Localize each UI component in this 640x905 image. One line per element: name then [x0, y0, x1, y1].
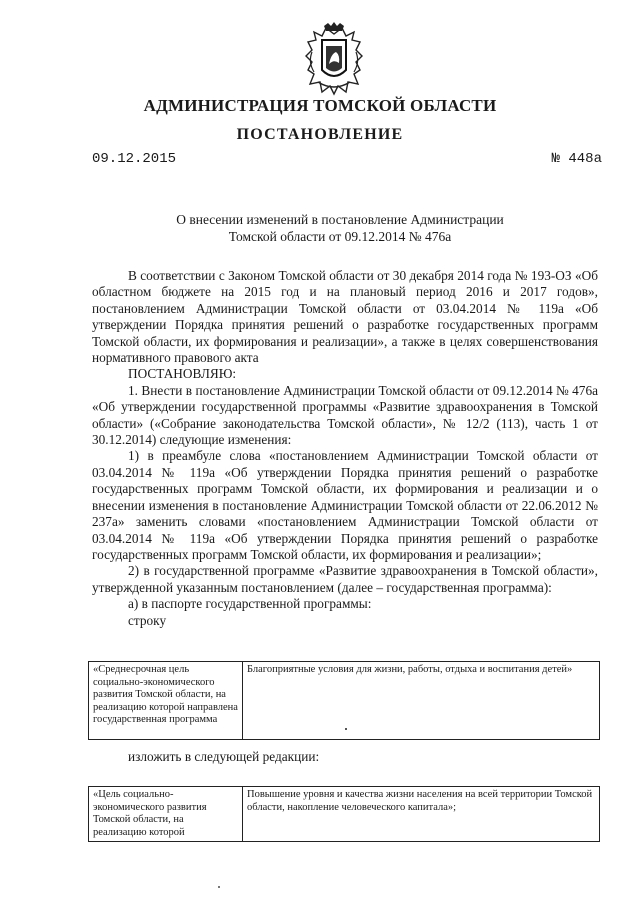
preamble-paragraph: В соответствии с Законом Томской области от 30 декабря 2014 года № 193-ОЗ «Об областном бюджете на 2015 год и на плановый период 2016 и 2017 годов», постановлением Администрации Томской области от 03.04.2014 № 119а «Об утверждении Порядка принятия решений о разработке государственных программ Томской области, их формирования и реализации», а также в целях совершенствования нормативного правового акта [92, 268, 598, 366]
new-row-table [88, 786, 600, 842]
tomsk-coat-of-arms-icon [298, 22, 370, 106]
item-1-paragraph: 1. Внести в постановление Администрации Томской области от 09.12.2014 № 476а «Об утверждении государственной программы «Развитие здравоохранения в Томской области» («Собрание законодательства Томской области», № 12/2 (113), часть 1 от 30.12.2014) следующие изменения: [92, 382, 598, 448]
resolve-word: ПОСТАНОВЛЯЮ: [128, 366, 237, 382]
redaction-phrase: изложить в следующей редакции: [128, 749, 320, 764]
new-row-value-cell: Повышение уровня и качества жизни населения на всей территории Томской области, накопление человеческого капитала»; [243, 787, 600, 842]
document-type: ПОСТАНОВЛЕНИЕ [236, 126, 404, 143]
table-row [89, 787, 600, 842]
item-1-1-paragraph: 1) в преамбуле слова «постановлением Администрации Томской области от 03.04.2014 № 119а «Об утверждении Порядка принятия решений о разработке государственных программ Томской области, их формирования и реализации и о внесении изменения в постановление Администрации Томской области от 22.06.2012 № 237а» заменить словами «постановлением Администрации Томской области от 03.04.2014 № 119а «Об утверждении Порядка принятия решений о разработке государственных программ Томской области, их формирования и реализации»; [92, 448, 598, 562]
scan-speck [218, 886, 220, 888]
scan-speck [345, 728, 347, 730]
document-subject [0, 211, 640, 245]
old-row-table [88, 661, 600, 740]
item-1-2a-paragraph: а) в паспорте государственной программы: [128, 596, 372, 612]
new-row-label-cell: «Цель социально-экономического развития Томской области, на реализацию которой [89, 787, 243, 842]
document-body [92, 268, 598, 629]
subject-line-1: О внесении изменений в постановление Администрации [176, 212, 504, 227]
subject-line-2: Томской области от 09.12.2014 № 476а [228, 229, 452, 244]
item-1-2-paragraph: 2) в государственной программе «Развитие здравоохранения в Томской области», утвержденной указанным постановлением (далее – государственная программа): [92, 563, 598, 595]
old-row-label-cell: «Среднесрочная цель социально-экономического развития Томской области, на реализацию которой направлена государственная программа [89, 662, 243, 740]
row-word: строку [128, 612, 167, 628]
organization-name: АДМИНИСТРАЦИЯ ТОМСКОЙ ОБЛАСТИ [143, 96, 497, 115]
document-date: 09.12.2015 [92, 151, 177, 167]
document-number: № 448а [551, 151, 602, 167]
table-row [89, 662, 600, 740]
old-row-value-cell: Благоприятные условия для жизни, работы, отдыха и воспитания детей» [243, 662, 600, 740]
